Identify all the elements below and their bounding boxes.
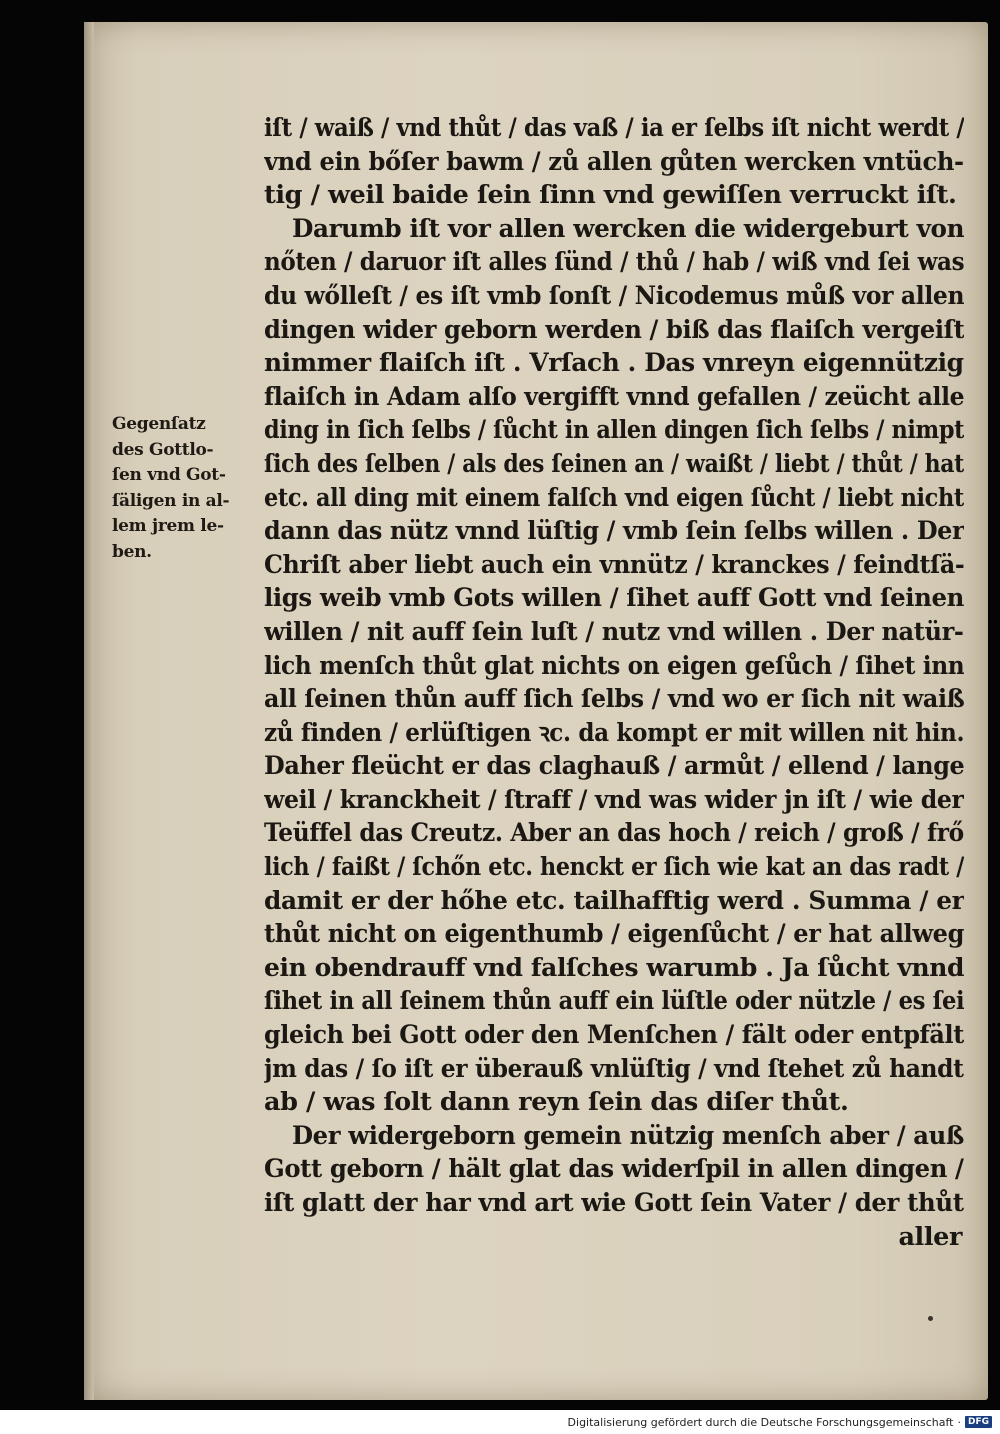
footer-separator-icon: ·: [957, 1415, 961, 1429]
text-line: thůt nicht on eigenthumb / eigenſůcht / er hat allweg: [264, 919, 964, 950]
catchword: aller: [898, 1221, 962, 1252]
page-dot: [928, 1316, 933, 1321]
text-line: ſich des ſelben / als des ſeinen an / waißt / liebt / thůt / hat: [264, 448, 964, 479]
text-line: damit er der hőhe etc. tailhafftig werd . Summa / er: [264, 885, 964, 916]
text-line: jm das / ſo iſt er überauß vnlüſtig / vnd ſtehet zů handt: [264, 1053, 964, 1084]
page-gutter: [84, 22, 94, 1400]
text-line: all ſeinen thůn auff ſich ſelbs / vnd wo er ſich nit waiß: [264, 684, 964, 715]
text-line: ab / was ſolt dann reyn ſein das diſer thůt.: [264, 1087, 849, 1118]
marginal-note-line: ſäligen in al-: [112, 490, 230, 511]
marginal-note: [112, 412, 262, 565]
footer-credit: Digitalisierung gefördert durch die Deutsche Forschungsgemeinschaft: [567, 1415, 954, 1429]
text-line: ding in ſich ſelbs / ſůcht in allen dingen ſich ſelbs / nimpt: [264, 415, 964, 446]
marginal-note-line: Gegenſatz: [112, 414, 206, 434]
text-line: lich / faißt / ſchőn etc. henckt er ſich wie kat an das radt /: [264, 852, 964, 883]
text-line: dingen wider geborn werden / biß das flaiſch vergeiſt: [264, 314, 964, 345]
main-text-block: [264, 112, 964, 1254]
text-line: weil / kranckheit / ſtraff / vnd was wider jn iſt / wie der: [264, 784, 964, 815]
text-line: nimmer flaiſch iſt . Vrſach . Das vnreyn eigennützig: [264, 348, 964, 379]
text-line: Teüffel das Creutz. Aber an das hoch / reich / groß / frő: [264, 818, 964, 849]
text-line: ſihet in all ſeinem thůn auff ein lüſtle oder nützle / es ſei: [264, 986, 964, 1017]
text-line: Darumb iſt vor allen wercken die widergeburt von: [292, 213, 964, 244]
footer-bar: [0, 1410, 1000, 1434]
text-line: Der widergeborn gemein nützig menſch aber / auß: [292, 1120, 964, 1151]
text-line: vnd ein bőſer bawm / zů allen gůten wercken vntüch-: [264, 146, 964, 177]
text-line: dann das nütz vnnd lüſtig / vmb ſein ſelbs willen . Der: [264, 516, 964, 547]
text-line: Chriſt aber liebt auch ein vnnütz / kranckes / feindtſä-: [264, 549, 964, 580]
text-line: gleich bei Gott oder den Menſchen / fält oder entpfält: [264, 1020, 964, 1051]
text-line: nőten / daruor iſt alles ſünd / thů / hab / wiß vnd ſei was: [264, 247, 964, 278]
text-line: zů finden / erlüſtigen ꝛc. da kompt er mit willen nit hin.: [264, 717, 964, 748]
text-line: tig / weil baide ſein ſinn vnd gewiſſen verruckt iſt.: [264, 180, 957, 211]
dfg-logo-icon: DFG: [965, 1416, 992, 1428]
text-line: Daher fleücht er das claghauß / armůt / ellend / lange: [264, 751, 964, 782]
text-line: iſt / waiß / vnd thůt / das vaß / ia er ſelbs iſt nicht werdt /: [264, 113, 964, 143]
marginal-note-line: ſen vnd Got-: [112, 465, 226, 485]
text-line: ligs weib vmb Gots willen / ſihet auff Gott vnd ſeinen: [264, 583, 964, 614]
marginal-note-line: des Gottlo-: [112, 439, 214, 460]
text-line: etc. all ding mit einem falſch vnd eigen ſůcht / liebt nicht: [264, 482, 964, 513]
marginal-note-line: ben.: [112, 541, 152, 562]
text-line: ein obendrauff vnd falſches warumb . Ja ſůcht vnnd: [264, 952, 964, 983]
text-line: du wőlleſt / es iſt vmb ſonſt / Nicodemus můß vor allen: [264, 280, 964, 311]
text-line: flaiſch in Adam alſo vergifft vnnd gefallen / zeücht alle: [264, 381, 964, 412]
text-line: willen / nit auff ſein luſt / nutz vnd willen . Der natür-: [264, 616, 964, 647]
text-line: lich menſch thůt glat nichts on eigen geſůch / ſihet inn: [264, 650, 964, 681]
text-line: iſt glatt der har vnd art wie Gott ſein Vater / der thůt: [264, 1188, 964, 1218]
marginal-note-line: lem jrem le-: [112, 516, 224, 536]
text-line: Gott geborn / hält glat das widerſpil in allen dingen /: [264, 1154, 964, 1185]
